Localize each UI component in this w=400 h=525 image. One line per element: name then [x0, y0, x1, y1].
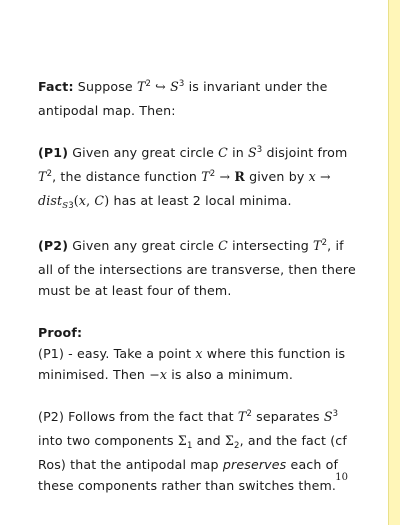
fact-paragraph	[38, 76, 358, 121]
proof-heading-paragraph	[38, 322, 358, 343]
math-paren-close: )	[104, 193, 110, 208]
math-exp-3: 3	[256, 145, 263, 155]
math-paren-open: (	[73, 193, 79, 208]
math-x: x	[308, 169, 316, 184]
math-exp-2: 2	[321, 238, 328, 248]
fact-text-2: is invariant under the antipodal map. Then:	[38, 79, 328, 118]
math-s: S	[62, 201, 69, 211]
p1-text-2: in	[227, 145, 249, 160]
p1-text-3: disjoint from	[262, 145, 348, 160]
math-s: S	[323, 409, 333, 424]
arrow: →	[320, 169, 331, 184]
math-c: C	[94, 193, 105, 208]
proof-p2-text-4: and	[192, 433, 225, 448]
arrow: →	[219, 169, 231, 184]
math-comma: ,	[86, 193, 95, 208]
math-exp-2: 2	[246, 409, 253, 419]
p2-label: (P2)	[38, 238, 69, 253]
math-sigma: Σ	[224, 433, 235, 448]
proof-label: Proof:	[38, 325, 83, 340]
math-t: T	[237, 409, 247, 424]
math-s: S	[170, 79, 179, 94]
math-exp-2: 2	[46, 169, 53, 179]
math-s: S	[248, 145, 257, 160]
math-t: T	[313, 238, 322, 253]
proof-p1-paragraph	[38, 343, 358, 385]
math-dist: dist	[38, 193, 63, 208]
math-t: T	[136, 79, 146, 94]
page-number: 10	[335, 472, 348, 483]
proof-p2-text-5: , and the fact (cf Ros) that the antipodal map	[38, 433, 347, 472]
proof-p1-text-1: (P1) - easy. Take a point	[38, 346, 196, 361]
proof-p2-emphasis: preserves	[222, 457, 287, 472]
proof-p2-text-3: into two components	[38, 433, 178, 448]
proof-p2-text-1: (P2) Follows from the fact that	[38, 409, 238, 424]
page-edge-strip	[389, 0, 400, 525]
math-exp-2: 2	[209, 169, 216, 179]
fact-text-1: Suppose	[77, 79, 137, 94]
math-x: x	[195, 346, 203, 361]
slide-content	[38, 76, 358, 496]
math-neg-x: −x	[149, 367, 168, 382]
p1-paragraph	[38, 142, 358, 214]
math-t: T	[38, 169, 47, 184]
math-exp-3: 3	[332, 409, 339, 419]
p1-text-1: Given any great circle	[72, 145, 219, 160]
math-c: C	[218, 145, 228, 160]
p2-text-3: , if all of the intersections are transverse, then there must be at least four of them.	[38, 238, 356, 298]
math-exp-2: 2	[145, 79, 152, 89]
p1-text-5: given by	[244, 169, 309, 184]
math-exp-3: 3	[178, 79, 185, 89]
p1-text-4: , the distance function	[52, 169, 202, 184]
proof-p1-text-2: where this function is minimised. Then	[38, 346, 346, 382]
math-exp-3: 3	[68, 201, 74, 211]
p1-label: (P1)	[38, 145, 69, 160]
math-reals: R	[234, 169, 245, 184]
proof-p2-text-6: each of these components rather than switches them.	[38, 457, 339, 493]
math-t: T	[201, 169, 210, 184]
math-c: C	[218, 238, 228, 253]
p2-paragraph	[38, 235, 358, 301]
proof-p1-text-3: is also a minimum.	[167, 367, 294, 382]
math-sub-1: 1	[186, 441, 193, 451]
p2-text-1: Given any great circle	[72, 238, 219, 253]
p1-text-6: has at least 2 local minima.	[109, 193, 292, 208]
hook-arrow: ↪	[155, 79, 166, 94]
math-sub-2: 2	[234, 441, 240, 451]
math-sigma: Σ	[177, 433, 187, 448]
math-x: x	[78, 193, 87, 208]
fact-label: Fact:	[38, 79, 74, 94]
proof-p2-text-2: separates	[252, 409, 324, 424]
p2-text-2: intersecting	[227, 238, 314, 253]
